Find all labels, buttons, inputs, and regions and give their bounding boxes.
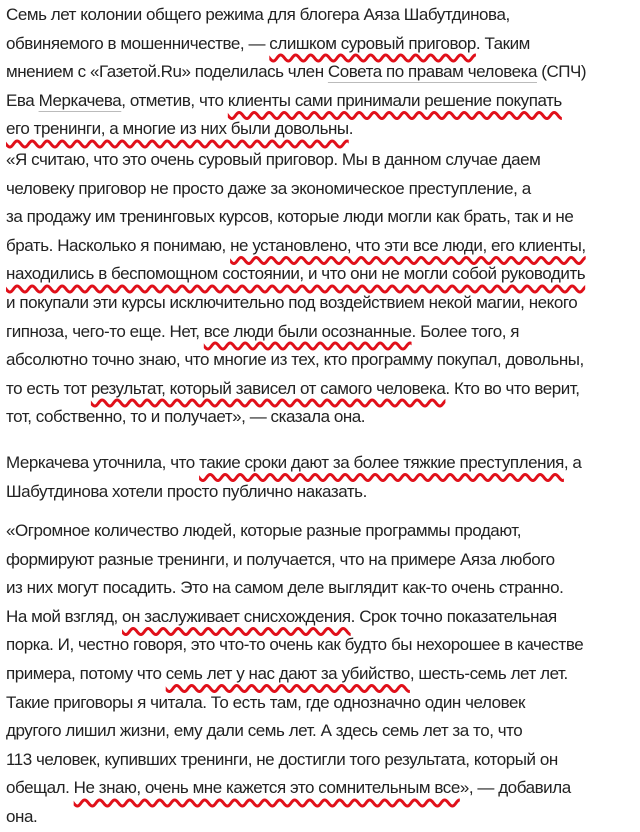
text-segment: », — добавила [459, 778, 571, 798]
text-line [6, 574, 640, 603]
text-line [6, 403, 640, 432]
text-line [6, 803, 640, 832]
text-line [6, 30, 640, 59]
highlighted-phrase: его тренинги, а многие из них были довольны [6, 119, 349, 139]
text-line [6, 58, 640, 87]
text-segment: абсолютно точно знаю, что многие из тех, кто программу покупал, довольны, [6, 350, 584, 370]
text-segment: мнением с «Газетой.Ru» поделилась член [6, 62, 328, 82]
paragraph [6, 1, 640, 144]
text-link[interactable]: Меркачева [38, 90, 122, 110]
text-line [6, 203, 640, 232]
highlighted-phrase: такие сроки дают за более тяжкие преступления [199, 452, 564, 472]
text-segment: 113 человек, купивших тренинги, не достигли того результата, который он [6, 749, 558, 769]
text-segment: обвиняемого в мошенничестве, — [6, 33, 270, 53]
text-line [6, 232, 640, 261]
text-segment: . Кто во что верит, [445, 378, 580, 398]
text-line [6, 717, 640, 746]
highlighted-phrase: все люди были осознанные [203, 321, 412, 341]
text-segment: На мой взгляд, [6, 606, 123, 626]
text-segment: то есть тот [6, 378, 91, 398]
text-segment: Такие приговоры я читала. То есть там, где однозначно один человек [6, 692, 526, 712]
text-line [6, 146, 640, 175]
paragraph [6, 146, 640, 432]
text-segment: . Более того, я [411, 321, 520, 341]
text-line [6, 660, 640, 689]
text-segment: , а [563, 452, 582, 472]
text-segment: Шабутдинова хотели просто публично наказать. [6, 481, 367, 501]
highlighted-phrase: не установлено, что эти все люди, его клиенты, [230, 235, 586, 255]
highlighted-phrase: результат, который зависел от самого человека [90, 378, 446, 398]
text-line [6, 603, 640, 632]
text-segment: брать. Насколько я понимаю, [6, 235, 231, 255]
text-line [6, 478, 640, 507]
text-segment: другого лишил жизни, ему дали семь лет. А здесь семь лет за то, что [6, 721, 523, 741]
text-segment: «Огромное количество людей, которые разные программы продают, [6, 521, 521, 541]
text-line [6, 449, 640, 478]
text-line [6, 346, 640, 375]
text-segment: Ева [6, 90, 39, 110]
text-segment: «Я считаю, что это очень суровый приговор. Мы в данном случае даем [6, 149, 541, 169]
text-segment: гипноза, чего-то еще. Нет, [6, 321, 204, 341]
text-segment: человеку приговор не просто даже за экономическое преступление, а [6, 178, 531, 198]
text-segment: , шесть-семь лет лет. [409, 664, 568, 684]
paragraph [6, 517, 640, 832]
text-line [6, 546, 640, 575]
text-line [6, 746, 640, 775]
highlighted-phrase: слишком суровый приговор [269, 33, 476, 53]
highlighted-phrase: семь лет у нас дают за убийство [165, 664, 410, 684]
text-segment: . Таким [475, 33, 530, 53]
text-segment: за продажу им тренинговых курсов, которые люди могли как брать, так и не [6, 207, 574, 227]
text-segment: . Срок точно показательная [350, 606, 557, 626]
text-line [6, 689, 640, 718]
text-segment: Семь лет колонии общего режима для блогера Аяза Шабутдинова, [6, 5, 510, 24]
text-line [6, 175, 640, 204]
text-link[interactable]: Совета по правам человека [327, 62, 537, 82]
text-segment: обещал. [6, 778, 74, 798]
text-line [6, 774, 640, 803]
highlighted-phrase: Не знаю, очень мне кажется это сомнительным все [73, 778, 460, 798]
text-segment: формируют разные тренинги, и получается, что на примере Аяза любого [6, 549, 555, 569]
highlighted-phrase: он заслуживает снисхождения [122, 606, 351, 626]
highlighted-phrase: находились в беспомощном состоянии, и что они не могли собой руководить [6, 264, 586, 284]
text-line [6, 631, 640, 660]
highlighted-phrase: клиенты сами принимали решение покупать [227, 90, 562, 110]
paragraph [6, 449, 640, 506]
text-line [6, 115, 640, 144]
text-segment: (СПЧ) [536, 62, 587, 82]
text-segment: примера, потому что [6, 664, 166, 684]
text-line [6, 517, 640, 546]
text-segment: , отметив, что [121, 90, 228, 110]
text-line [6, 289, 640, 318]
text-segment: из них могут посадить. Это на самом деле выглядит как-то очень странно. [6, 578, 564, 598]
text-segment: порка. И, честно говоря, это что-то очень как будто бы нехорошее в качестве [6, 635, 584, 655]
text-line [6, 87, 640, 116]
text-segment: Меркачева уточнила, что [6, 452, 200, 472]
text-line [6, 318, 640, 347]
text-segment: она. [6, 807, 38, 827]
text-segment: тот, собственно, то и получает», — сказала она. [6, 407, 366, 427]
text-segment: и покупали эти курсы исключительно под воздействием некой магии, некого [6, 292, 578, 312]
text-segment: . [348, 119, 353, 139]
text-line [6, 1, 640, 30]
text-line [6, 375, 640, 404]
text-line [6, 260, 640, 289]
